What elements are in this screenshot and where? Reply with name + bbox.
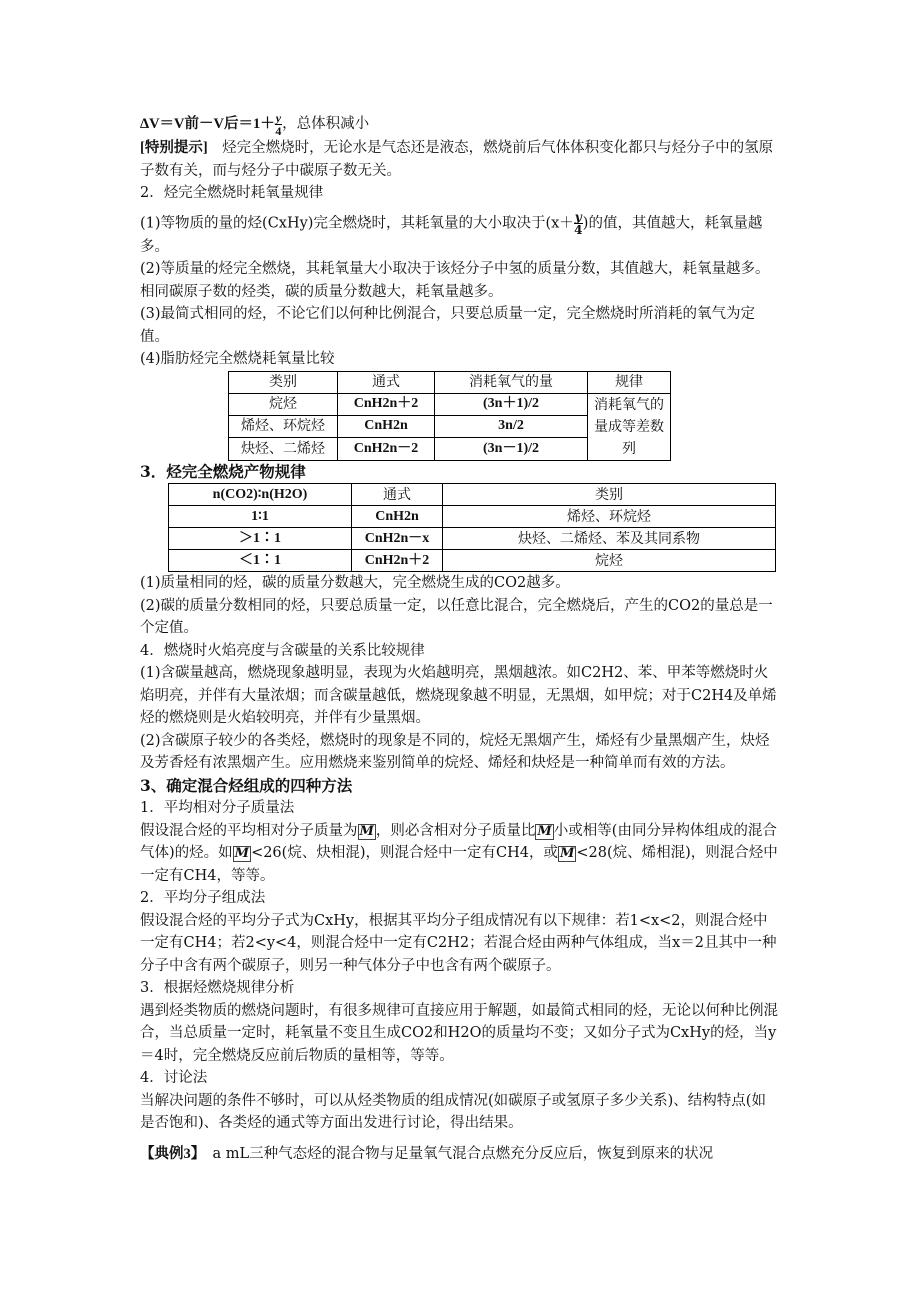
method-4-body: 当解决问题的条件不够时，可以从烃类物质的组成情况(如碳原子或氢原子多少关系)、结构特点(如是否饱和)、各类烃的通式等方面出发进行讨论，得出结果。 <box>140 1092 766 1131</box>
m-bar-symbol: M <box>359 823 374 839</box>
fraction: $\frac{y}{4}$ <box>275 111 282 138</box>
delta-volume-equation: ΔV＝V前－V后＝1＋ $\frac{y}{4}$ ，总体积减小 <box>140 111 370 138</box>
method-1-body: 假设混合烃的平均相对分子质量为 M ，则必含相对分子质量比 M 小或相等(由同分异构体组成的混合气体)的烃。如 M <26(烷、炔相混)，则混合烃中一定有CH4，或 M <28(烷、烯相混)，则混合烃中一定有CH4，等等。 <box>140 822 778 884</box>
fraction: $\frac{y}{4}$ <box>574 209 583 237</box>
section-3-title: 3．烃完全燃烧产物规律 <box>140 461 306 481</box>
table-row: 烯烃、环烷烃 CnH2n 3n/2 <box>229 415 671 437</box>
combustion-product-table <box>168 483 776 572</box>
document-page <box>140 108 780 1165</box>
m-bar-symbol: M <box>234 846 250 861</box>
table-header-row: 类别 通式 消耗氧气的量 规律 <box>229 371 671 393</box>
special-tip: [特别提示] 烃完全燃烧时，无论水是气态还是液态，燃烧前后气体体积变化都只与烃分子中的氢原子数有关，而与烃分子中碳原子数无关。 <box>140 140 774 179</box>
m-bar-symbol: M <box>559 846 575 861</box>
product-rule-1: (1)质量相同的烃，碳的质量分数越大，完全燃烧生成的CO2越多。 <box>140 575 570 591</box>
rule-1: (1)等物质的量的烃(CxHy)完全燃烧时，其耗氧量的大小取决于(x＋ $\frac{y}{4}$ )的值，其值越大，耗氧量越多。 <box>140 209 763 255</box>
example-3: 【典例3】 a mL三种气态烃的混合物与足量氧气混合点燃充分反应后，恢复到原来的状况 <box>140 1145 714 1162</box>
flame-rule-2: (2)含碳原子较少的各类烃，燃烧时的现象是不同的，烷烃无黑烟产生，烯烃有少量黑烟产生，炔烃及芳香烃有浓黑烟产生。应用燃烧来鉴别简单的烷烃、烯烃和炔烃是一种简单而有效的方法。 <box>140 732 770 771</box>
section-4-title: 4．燃烧时火焰亮度与含碳量的关系比较规律 <box>140 642 425 659</box>
mixed-hydrocarbon-title: 3、确定混合烃组成的四种方法 <box>140 775 353 795</box>
product-rule-2: (2)碳的质量分数相同的烃，只要总质量一定，以任意比混合，完全燃烧后，产生的CO2的量总是一个定值。 <box>140 597 773 636</box>
rule-4: (4)脂肪烃完全燃烧耗氧量比较 <box>140 351 335 367</box>
rule-2: (2)等质量的烃完全燃烧，其耗氧量大小取决于该烃分子中氢的质量分数，其值越大，耗氧量越多。相同碳原子数的烃类，碳的质量分数越大，耗氧量越多。 <box>140 261 770 300</box>
table-row: 烷烃 CnH2n＋2 (3n＋1)/2 消耗氧气的量成等差数列 <box>229 393 671 415</box>
method-4-title: 4．讨论法 <box>140 1070 208 1086</box>
oxygen-consumption-table <box>228 371 671 461</box>
section-2-title: 2．烃完全燃烧时耗氧量规律 <box>140 185 324 201</box>
rule-3: (3)最简式相同的烃，不论它们以何种比例混合，只要总质量一定，完全燃烧时所消耗的氧气为定值。 <box>140 306 756 345</box>
method-3-body: 遇到烃类物质的燃烧问题时，有很多规律可直接应用于解题，如最简式相同的烃，无论以何种比例混合，当总质量一定时，耗氧量不变且生成CO2和H2O的质量均不变；又如分子式为CxHy的烃，当y＝4时，完全燃烧反应前后物质的量相等，等等。 <box>140 1002 778 1064</box>
method-3-title: 3．根据烃燃烧规律分析 <box>140 980 295 996</box>
table-row: 1∶1 CnH2n 烯烃、环烷烃 <box>169 506 776 528</box>
table-header-row: n(CO2)∶n(H2O) 通式 类别 <box>169 484 776 506</box>
method-2-body: 假设混合烃的平均分子式为CxHy，根据其平均分子组成情况有以下规律：若1<x<2，则混合烃中一定有CH4；若2<y<4，则混合烃中一定有C2H2；若混合烃由两种气体组成，当x＝2且其中一种分子中含有两个碳原子，则另一种气体分子中也含有两个碳原子。 <box>140 912 777 974</box>
rule-cell: 消耗氧气的量成等差数列 <box>588 393 671 460</box>
table-row: ＞1∶1 CnH2n－x 炔烃、二烯烃、苯及其同系物 <box>169 528 776 550</box>
table-row: 炔烃、二烯烃 CnH2n－2 (3n－1)/2 <box>229 438 671 460</box>
method-1-title: 1．平均相对分子质量法 <box>140 800 295 816</box>
method-2-title: 2．平均分子组成法 <box>140 890 266 906</box>
m-bar-symbol: M <box>537 823 552 839</box>
table-row: ＜1∶1 CnH2n＋2 烷烃 <box>169 550 776 572</box>
flame-rule-1: (1)含碳量越高，燃烧现象越明显，表现为火焰越明亮，黑烟越浓。如C2H2、苯、甲苯等燃烧时火焰明亮，并伴有大量浓烟；而含碳量越低，燃烧现象越不明显，无黑烟，如甲烷；对于C2H4及单烯烃的燃烧则是火焰较明亮，并伴有少量黑烟。 <box>140 665 777 726</box>
